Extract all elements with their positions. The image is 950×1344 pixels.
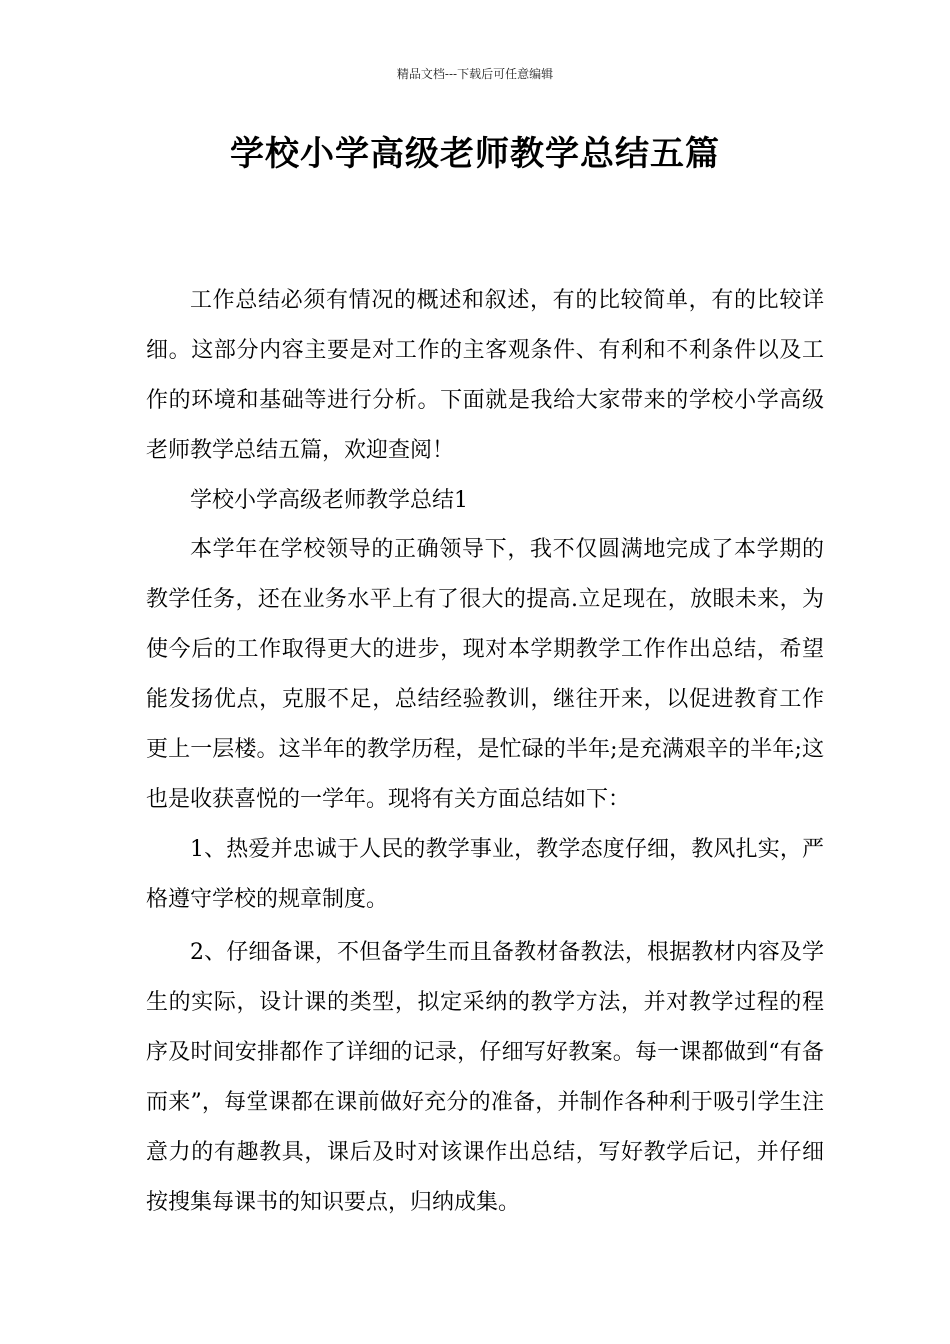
document-title: 学校小学高级老师教学总结五篇	[230, 134, 720, 174]
section-heading: 学校小学高级老师教学总结1	[190, 488, 468, 513]
list-item-1: 1、热爱并忠诚于人民的教学事业，教学态度仔细，教风扎实，严格遵守学校的规章制度。	[146, 837, 824, 912]
list-item-2: 2、仔细备课，不但备学生而且备教材备教法，根据教材内容及学生的实际，设计课的类型，拟定采纳的教学方法，并对教学过程的程序及时间安排都作了详细的记录，仔细写好教案。每一课都做到“有备而来”，每堂课都在课前做好充分的准备，并制作各种利于吸引学生注意力的有趣教具，课后及时对该课作出总结，写好教学后记，并仔细按搜集每课书的知识要点，归纳成集。	[146, 940, 824, 1215]
intro-paragraph: 工作总结必须有情况的概述和叙述，有的比较简单，有的比较详细。这部分内容主要是对工作的主客观条件、有利和不利条件以及工作的环境和基础等进行分析。下面就是我给大家带来的学校小学高级老师教学总结五篇，欢迎查阅！	[146, 288, 824, 463]
main-paragraph: 本学年在学校领导的正确领导下，我不仅圆满地完成了本学期的教学任务，还在业务水平上有了很大的提高.立足现在，放眼未来，为使今后的工作取得更大的进步，现对本学期教学工作作出总结，希望能发扬优点，克服不足，总结经验教训，继往开来，以促进教育工作更上一层楼。这半年的教学历程，是忙碌的半年;是充满艰辛的半年;这也是收获喜悦的一学年。现将有关方面总结如下：	[146, 537, 824, 812]
header-note: 精品文档---下载后可任意编辑	[396, 67, 554, 81]
